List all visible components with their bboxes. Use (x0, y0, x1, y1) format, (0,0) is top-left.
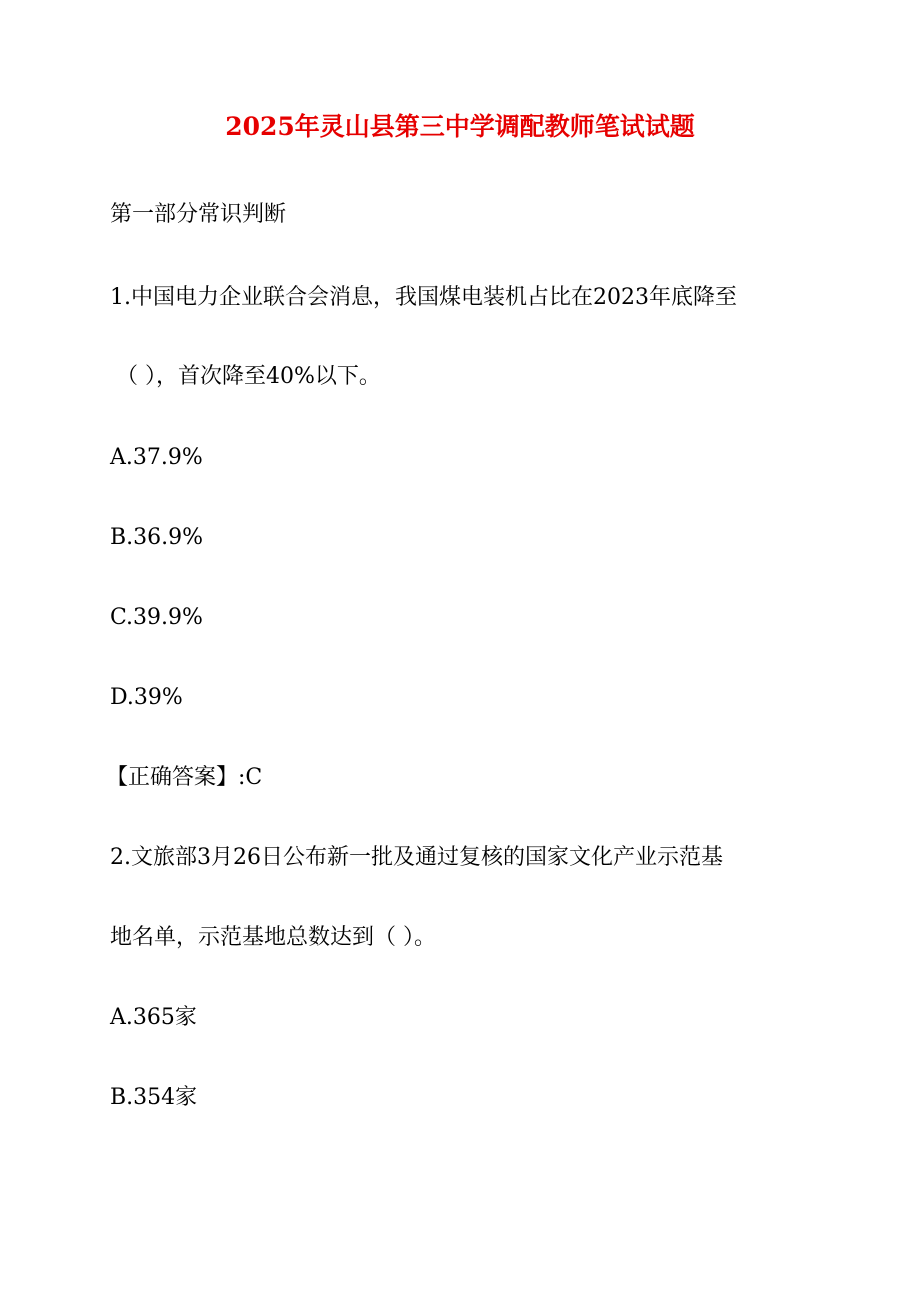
question-2-line-1: 2.文旅部3月26日公布新一批及通过复核的国家文化产业示范基 (110, 845, 723, 870)
question-2-line-2: 地名单，示范基地总数达到（ ）。 (110, 925, 436, 950)
question-2-option-b: B.354家 (110, 1085, 198, 1110)
question-1-option-a: A.37.9% (110, 445, 203, 470)
question-2-option-a: A.365家 (110, 1005, 197, 1030)
section-heading: 第一部分常识判断 (110, 202, 287, 227)
question-1-answer: 【正确答案】:C (106, 765, 263, 790)
question-1-option-c: C.39.9% (110, 605, 203, 630)
question-1-line-1: 1.中国电力企业联合会消息，我国煤电装机占比在2023年底降至 (110, 285, 737, 310)
question-1-option-b: B.36.9% (110, 525, 204, 550)
document-title: 2025年灵山县第三中学调配教师笔试试题 (225, 112, 695, 141)
question-1-option-d: D.39% (110, 685, 183, 710)
question-1-line-2: （ ），首次降至40%以下。 (116, 364, 381, 389)
